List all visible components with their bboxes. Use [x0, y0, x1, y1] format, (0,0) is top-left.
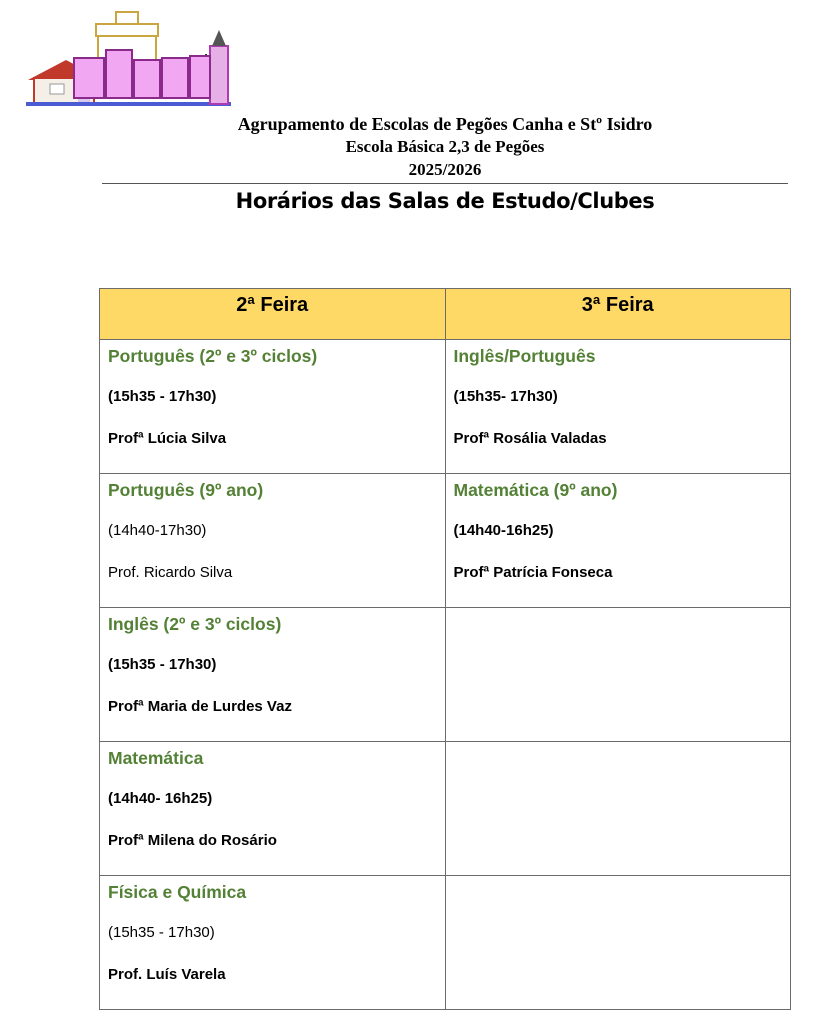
page-title: Horários das Salas de Estudo/Clubes [235, 189, 655, 213]
teacher-name: Profª Rosália Valadas [453, 430, 607, 447]
session-hours: (15h35 - 17h30) [108, 924, 215, 941]
table-row [100, 608, 791, 742]
teacher-name: Profª Patrícia Fonseca [453, 564, 613, 581]
teacher-name: Prof. Luís Varela [108, 966, 226, 983]
header-divider [102, 183, 788, 184]
session-hours: (14h40- 16h25) [108, 790, 213, 807]
table-row [100, 876, 791, 1010]
session-hours: (14h40-17h30) [108, 522, 207, 539]
session-hours: (15h35 - 17h30) [108, 388, 217, 405]
column-header-monday: 2ª Feira [100, 289, 446, 340]
school-group-name: Agrupamento de Escolas de Pegões Canha e Stº Isidro [237, 114, 653, 134]
teacher-name: Profª Lúcia Silva [108, 430, 227, 447]
table-cell [100, 876, 446, 1010]
empty-cell [445, 742, 791, 876]
subject-name: Português (9º ano) [108, 480, 264, 500]
teacher-name: Profª Milena do Rosário [108, 832, 277, 849]
teacher-name: Prof. Ricardo Silva [108, 564, 233, 581]
column-header-tuesday: 3ª Feira [445, 289, 791, 340]
school-year: 2025/2026 [408, 160, 482, 179]
table-row [100, 474, 791, 608]
subject-name: Física e Química [108, 882, 247, 902]
subject-name: Matemática (9º ano) [453, 480, 618, 500]
session-hours: (15h35 - 17h30) [108, 656, 217, 673]
table-cell [100, 474, 446, 608]
table-row [100, 340, 791, 474]
empty-cell [445, 608, 791, 742]
table-row [100, 742, 791, 876]
table-cell [445, 340, 791, 474]
session-hours: (15h35- 17h30) [453, 388, 558, 405]
subject-name: Inglês (2º e 3º ciclos) [108, 614, 282, 634]
subject-name: Matemática [108, 748, 204, 768]
table-header-row [100, 289, 791, 340]
table-cell [445, 474, 791, 608]
table-cell [100, 608, 446, 742]
session-hours: (14h40-16h25) [453, 522, 554, 539]
subject-name: Português (2º e 3º ciclos) [108, 346, 318, 366]
schedule-table [99, 288, 791, 1010]
empty-cell [445, 876, 791, 1010]
school-name: Escola Básica 2,3 de Pegões [345, 137, 545, 156]
school-logo [26, 10, 236, 110]
subject-name: Inglês/Português [453, 346, 596, 366]
table-cell [100, 340, 446, 474]
teacher-name: Profª Maria de Lurdes Vaz [108, 698, 292, 715]
table-cell [100, 742, 446, 876]
